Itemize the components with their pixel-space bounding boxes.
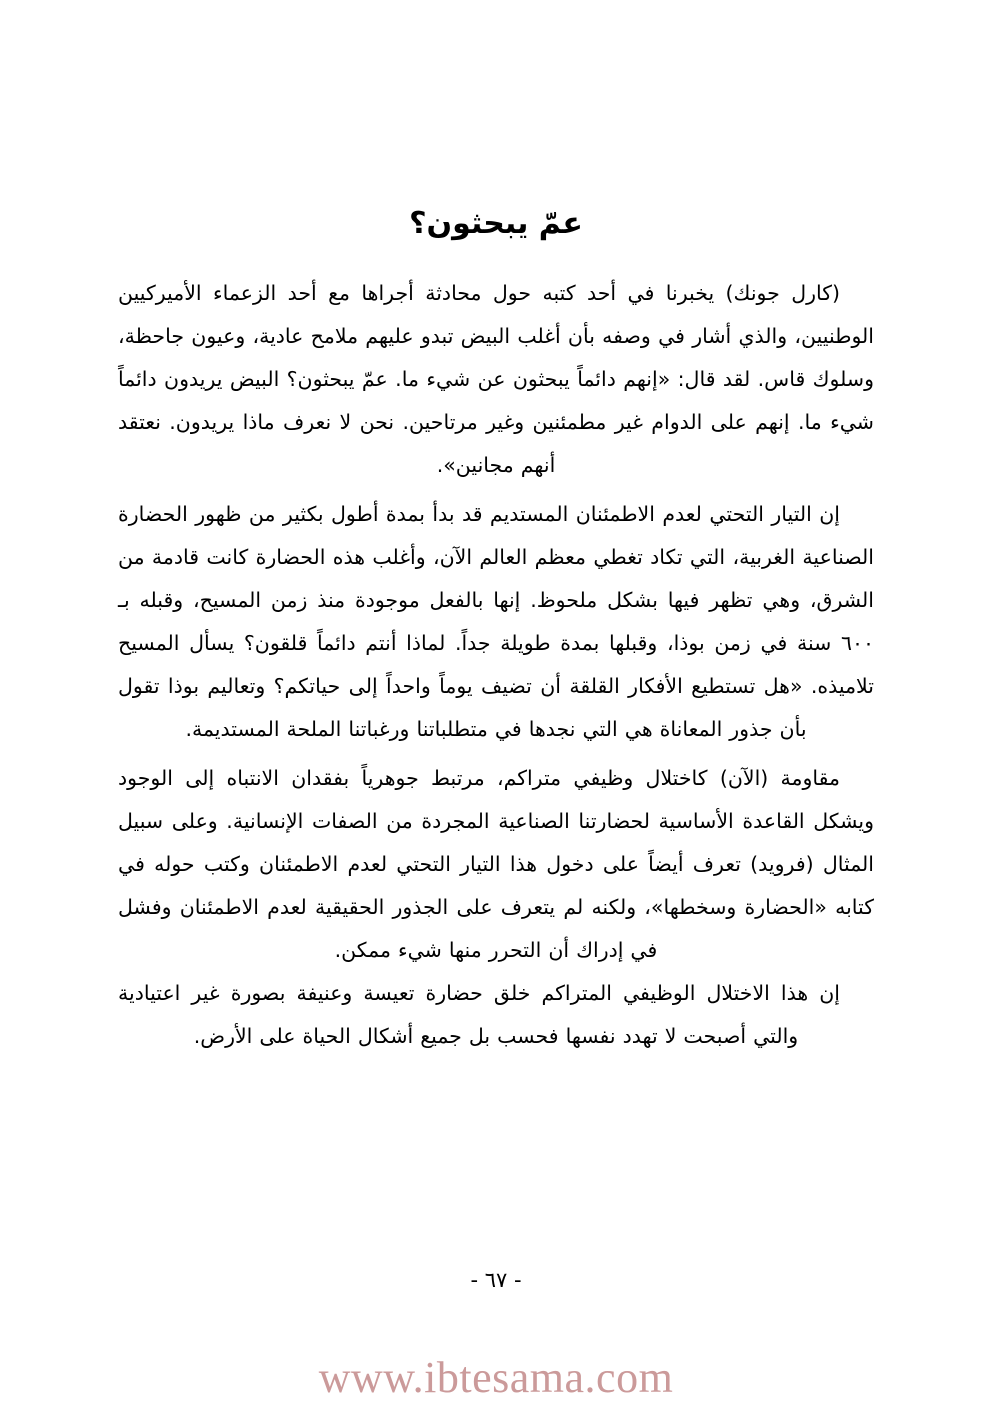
paragraph-4: إن هذا الاختلال الوظيفي المتراكم خلق حضارة تعيسة وعنيفة بصورة غير اعتيادية والتي أصبحت لا تهدد نفسها فحسب بل جميع أشكال الحياة على الأرض. (118, 981, 840, 1048)
site-watermark: www.ibtesama.com (318, 1353, 674, 1402)
page-number-folio: - ٦٧ - (470, 1268, 522, 1292)
paragraph-2: إن التيار التحتي لعدم الاطمئنان المستديم قد بدأ بمدة أطول بكثير من ظهور الحضارة الصناعية الغربية، التي تكاد تغطي معظم العالم الآن، وأغلب هذه الحضارة كانت قادمة من الشرق، وهي تظهر فيها بشكل ملحوظ. إنها بالفعل موجودة منذ زمن المسيح، وقبله بـ ٦٠٠ سنة في زمن بوذا، وقبلها بمدة طويلة جداً. لماذا أنتم دائماً قلقون؟ يسأل المسيح تلاميذه. «هل تستطيع الأفكار القلقة أن تضيف يوماً واحداً إلى حياتكم؟ وتعاليم بوذا تقول بأن جذور المعاناة هي التي نجدها في متطلباتنا ورغباتنا الملحة المستديمة. (118, 502, 874, 741)
paragraph-1: (كارل جونك) يخبرنا في أحد كتبه حول محادثة أجراها مع أحد الزعماء الأميركيين الوطنيين، والذي أشار في وصفه بأن أغلب البيض تبدو عليهم ملامح عادية، وعيون جاحظة، وسلوك قاس. لقد قال: «إنهم دائماً يبحثون عن شيء ما. عمّ يبحثون؟ البيض يريدون دائماً شيء ما. إنهم على الدوام غير مطمئنين وغير مرتاحين. نحن لا نعرف ماذا يريدون. نعتقد أنهم مجانين». (118, 281, 874, 477)
paragraph-3: مقاومة (الآن) كاختلال وظيفي متراكم، مرتبط جوهرياً بفقدان الانتباه إلى الوجود ويشكل القاعدة الأساسية لحضارتنا الصناعية المجردة من الصفات الإنسانية. وعلى سبيل المثال (فرويد) تعرف أيضاً على دخول هذا التيار التحتي لعدم الاطمئنان وكتب حوله في كتابه «الحضارة وسخطها»، ولكنه لم يتعرف على الجذور الحقيقية لعدم الاطمئنان وفشل في إدراك أن التحرر منها شيء ممكن. (118, 766, 874, 962)
body-text-block (118, 272, 874, 1064)
page-title: عمّ يبحثون؟ (409, 206, 583, 242)
